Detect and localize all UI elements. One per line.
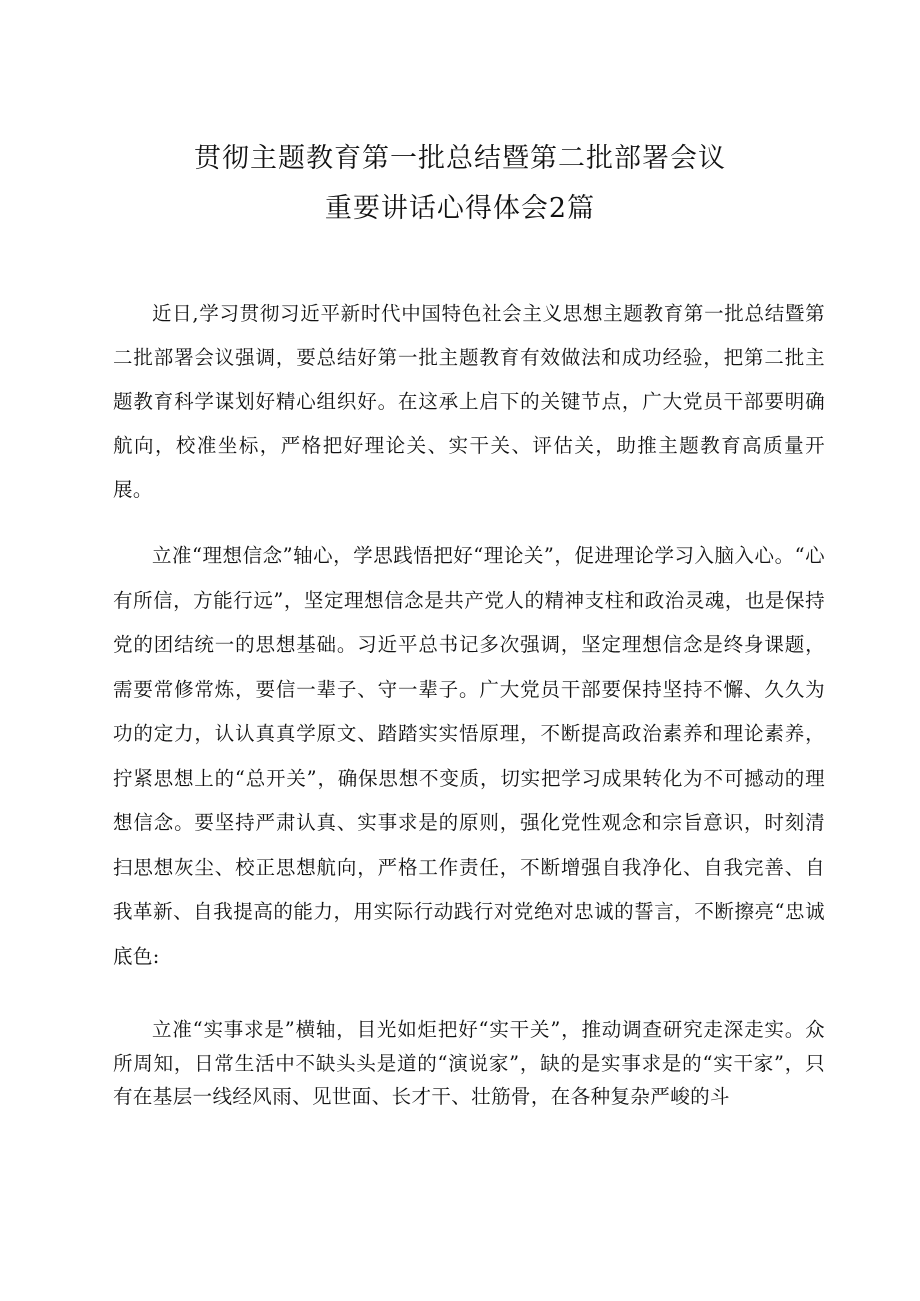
paragraph-intro: 近日,学习贯彻习近平新时代中国特色社会主义思想主题教育第一批总结暨第二批部署会议强调，要总结好第一批主题教育有效做法和成功经验，把第二批主题教育科学谋划好精心组织好。在这承上启下的关键节点，广大党员干部要明确航向，校准坐标，严格把好理论关、实干关、评估关，助推主题教育高质量开展。 <box>113 302 825 501</box>
paragraph-practice: 立准“实事求是”横轴，目光如炬把好“实干关”，推动调查研究走深走实。众所周知，日常生活中不缺头头是道的“演说家”，缺的是实事求是的“实干家”，只有在基层一线经风雨、见世面、长才干、壮筋骨，在各种复杂严峻的斗 <box>113 1018 825 1108</box>
document-title-line-2: 重要讲话心得体会2篇 <box>324 193 596 224</box>
paragraph-theory: 立准“理想信念”轴心，学思践悟把好“理论关”，促进理论学习入脑入心。“心有所信，方能行远”，坚定理想信念是共产党人的精神支柱和政治灵魂，也是保持党的团结统一的思想基础。习近平总书记多次强调，坚定理想信念是终身课题，需要常修常炼，要信一辈子、守一辈子。广大党员干部要保持坚持不懈、久久为功的定力，认认真真学原文、踏踏实实悟原理，不断提高政治素养和理论素养，拧紧思想上的“总开关”，确保思想不变质，切实把学习成果转化为不可撼动的理想信念。要坚持严肃认真、实事求是的原则，强化党性观念和宗旨意识，时刻清扫思想灰尘、校正思想航向，严格工作责任，不断增强自我净化、自我完善、自我革新、自我提高的能力，用实际行动践行对党绝对忠诚的誓言，不断擦亮“忠诚底色: <box>113 544 825 968</box>
document-title-line-1: 贯彻主题教育第一批总结暨第二批部署会议 <box>194 143 726 174</box>
